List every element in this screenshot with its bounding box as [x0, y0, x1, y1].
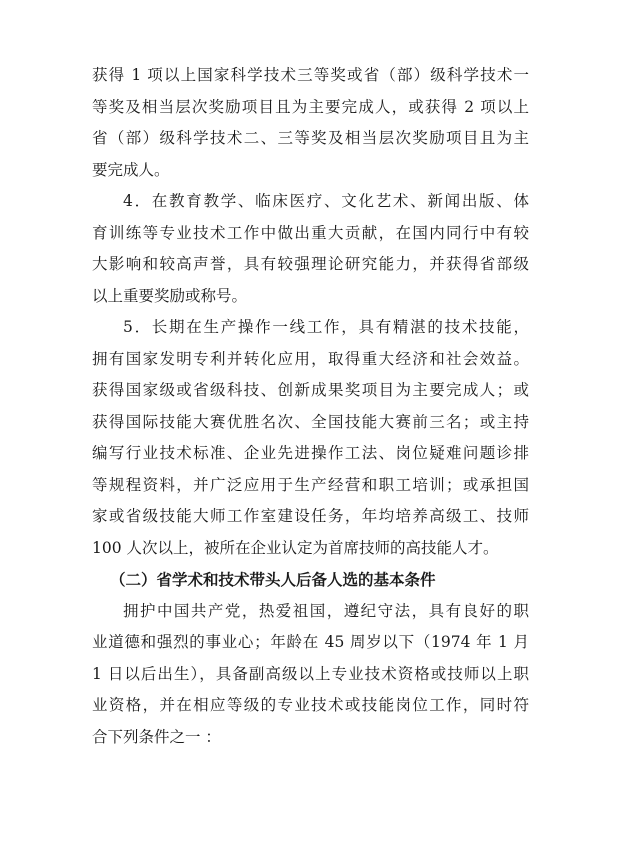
section-heading-text: （二）省学术和技术带头人后备人选的基本条件	[110, 570, 436, 589]
text-line: 以上重要奖励或称号。	[92, 286, 248, 305]
paragraph-item-5	[92, 312, 529, 564]
paragraph-continuation	[92, 60, 529, 186]
text-line: 家或省级技能大师工作室建设任务，年均培养高级工、技师	[92, 507, 529, 525]
text-line: 拥有国家发明专利并转化应用，取得重大经济和社会效益。	[92, 349, 529, 368]
text-line: 5．长期在生产操作一线工作，具有精湛的技术技能，	[123, 318, 529, 336]
text-line: 100 人次以上，被所在企业认定为首席技师的高技能人才。	[92, 538, 499, 557]
text-line: 省（部）级科学技术二、三等奖及相当层次奖励项目且为主	[92, 129, 529, 147]
text-line: 等规程资料，并广泛应用于生产经营和职工培训；或承担国	[92, 475, 529, 494]
paragraph-section-2	[92, 596, 529, 754]
text-line: 获得 1 项以上国家科学技术三等奖或省（部）级科学技术一	[92, 66, 529, 84]
text-line: 获得国际技能大赛优胜名次、全国技能大赛前三名；或主持	[92, 412, 529, 431]
text-line: 大影响和较高声誉，具有较强理论研究能力，并获得省部级	[92, 255, 529, 273]
text-line: 编写行业技术标准、企业先进操作工法、岗位疑难问题诊排	[92, 444, 529, 462]
text-line: 4．在教育教学、临床医疗、文化艺术、新闻出版、体	[123, 192, 529, 210]
text-line: 等奖及相当层次奖励项目且为主要完成人，或获得 2 项以上	[92, 97, 529, 116]
text-line: 要完成人。	[92, 160, 170, 179]
text-line: 拥护中国共产党，热爱祖国，遵纪守法，具有良好的职	[123, 601, 529, 620]
text-line: 业资格，并在相应等级的专业技术或技能岗位工作，同时符	[92, 696, 529, 714]
document-page	[92, 60, 529, 753]
text-line: 1 日以后出生），具备副高级以上专业技术资格或技师以上职	[92, 664, 529, 683]
text-line: 育训练等专业技术工作中做出重大贡献，在国内同行中有较	[92, 223, 529, 242]
text-line: 获得国家级或省级科技、创新成果奖项目为主要完成人；或	[92, 381, 529, 399]
text-line: 合下列条件之一 ：	[92, 727, 221, 746]
text-line: 业道德和强烈的事业心；年龄在 45 周岁以下（1974 年 1 月	[92, 633, 529, 651]
paragraph-item-4	[92, 186, 529, 312]
section-heading	[92, 564, 529, 596]
